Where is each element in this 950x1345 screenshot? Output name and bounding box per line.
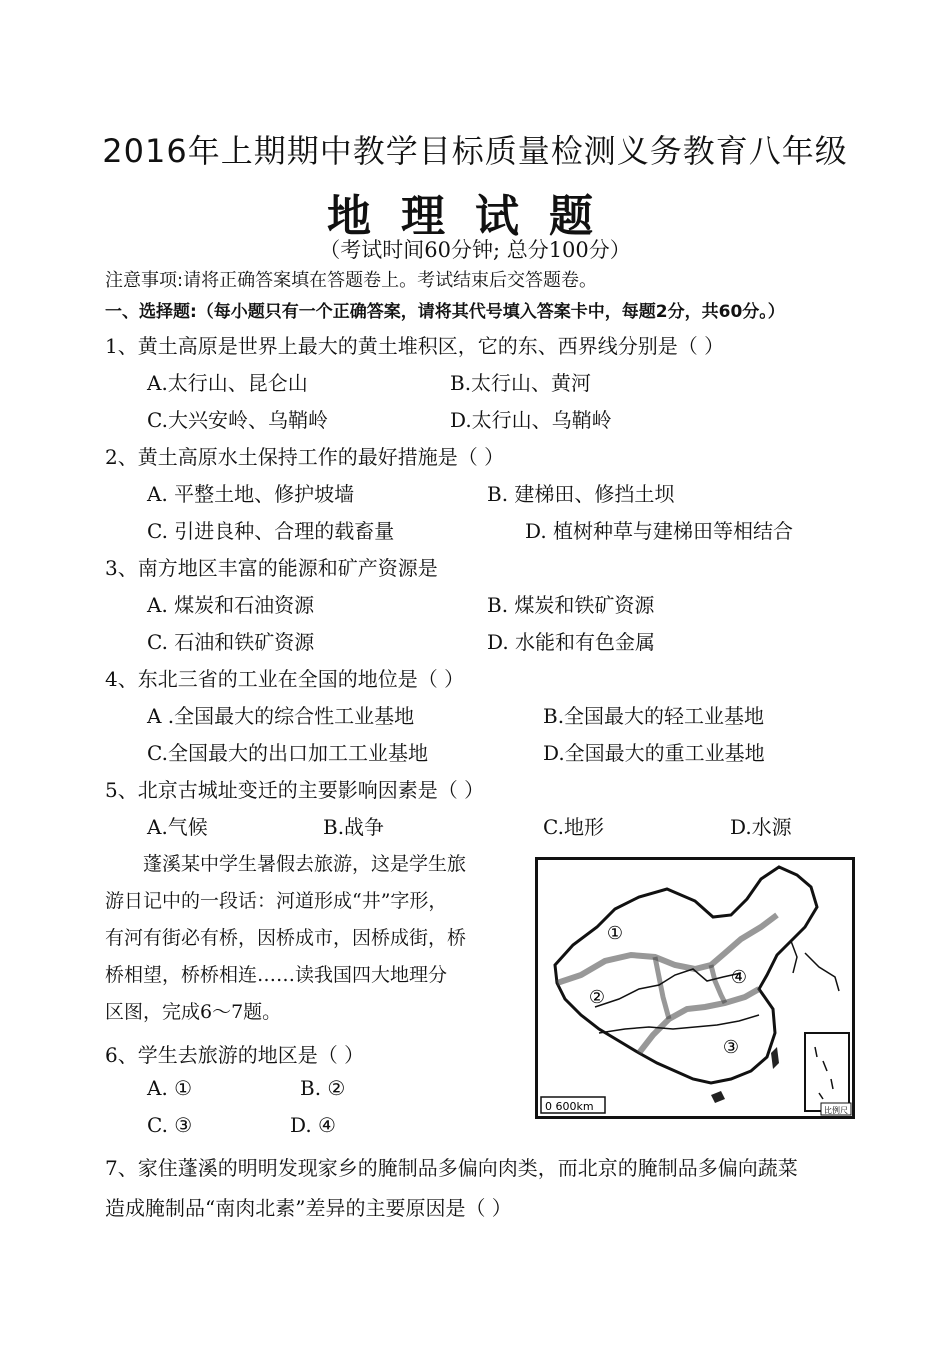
question-4-stem: 4、东北三省的工业在全国的地位是（ ） <box>105 667 465 691</box>
question-4-option-c: C.全国最大的出口加工工业基地 <box>147 741 428 765</box>
question-2-option-d: D. 植树种草与建梯田等相结合 <box>525 519 794 543</box>
question-6-option-c: C. ③ <box>147 1113 193 1137</box>
subject-title: 地理试题 <box>327 191 623 242</box>
passage-line-1: 蓬溪某中学生暑假去旅游，这是学生旅 <box>143 853 467 875</box>
question-1-option-d: D.太行山、乌鞘岭 <box>450 408 612 432</box>
exam-title: 2016年上期期中教学目标质量检测义务教育八年级 <box>102 132 848 170</box>
question-5-stem: 5、北京古城址变迁的主要影响因素是（ ） <box>105 778 485 802</box>
exam-duration: （考试时间60分钟; 总分100分） <box>319 238 631 262</box>
question-5-option-a: A.气候 <box>147 815 208 839</box>
question-6-option-d: D. ④ <box>290 1113 336 1137</box>
question-2-option-a: A. 平整土地、修护坡墙 <box>147 482 355 506</box>
question-6-option-b: B. ② <box>300 1076 346 1100</box>
question-3-stem: 3、南方地区丰富的能源和矿产资源是 <box>105 556 438 580</box>
passage-line-2: 游日记中的一段话：河道形成“井”字形， <box>105 890 448 912</box>
question-5-option-b: B.战争 <box>323 815 385 839</box>
region-label-1: ① <box>606 923 624 944</box>
question-2-option-c: C. 引进良种、合理的载畜量 <box>147 519 395 543</box>
question-1-option-c: C.大兴安岭、乌鞘岭 <box>147 408 328 432</box>
question-5-option-d: D.水源 <box>730 815 792 839</box>
corner-mark: 比例尺 <box>824 1106 848 1115</box>
question-4-option-b: B.全国最大的轻工业基地 <box>543 704 765 728</box>
passage-line-3: 有河有街必有桥，因桥成市，因桥成街，桥 <box>105 927 467 949</box>
question-7-stem-line-2: 造成腌制品“南肉北素”差异的主要原因是（ ） <box>105 1196 512 1220</box>
question-6-option-a: A. ① <box>147 1076 193 1100</box>
question-4-option-a: A .全国最大的综合性工业基地 <box>147 704 415 728</box>
exam-notice: 注意事项:请将正确答案填在答题卷上。考试结束后交答题卷。 <box>105 270 598 291</box>
question-3-option-d: D. 水能和有色金属 <box>487 630 656 654</box>
question-2-option-b: B. 建梯田、修挡土坝 <box>487 482 675 506</box>
question-2-stem: 2、黄土高原水土保持工作的最好措施是（ ） <box>105 445 505 469</box>
scale-bar-text: 0 600km <box>545 1100 594 1113</box>
passage-line-5: 区图，完成6～7题。 <box>105 1001 282 1023</box>
question-1-stem: 1、黄土高原是世界上最大的黄土堆积区，它的东、西界线分别是（ ） <box>105 334 725 358</box>
question-4-option-d: D.全国最大的重工业基地 <box>543 741 765 765</box>
region-label-2: ② <box>588 987 606 1008</box>
china-regions-map <box>535 857 855 1119</box>
question-5-option-c: C.地形 <box>543 815 604 839</box>
question-3-option-a: A. 煤炭和石油资源 <box>147 593 315 617</box>
question-7-stem-line-1: 7、家住蓬溪的明明发现家乡的腌制品多偏向肉类，而北京的腌制品多偏向蔬菜 <box>105 1156 798 1180</box>
region-label-4: ④ <box>730 967 748 988</box>
section-heading: 一、选择题:（每小题只有一个正确答案，请将其代号填入答案卡中，每题2分，共60分。） <box>105 302 785 322</box>
question-6-stem: 6、学生去旅游的地区是（ ） <box>105 1043 365 1067</box>
passage-line-4: 桥相望，桥桥相连……读我国四大地理分 <box>105 964 448 986</box>
region-label-3: ③ <box>722 1037 740 1058</box>
question-3-option-b: B. 煤炭和铁矿资源 <box>487 593 655 617</box>
question-1-option-a: A.太行山、昆仑山 <box>147 371 308 395</box>
south-china-sea-inset <box>805 1033 849 1111</box>
question-3-option-c: C. 石油和铁矿资源 <box>147 630 315 654</box>
question-1-option-b: B.太行山、黄河 <box>450 371 592 395</box>
